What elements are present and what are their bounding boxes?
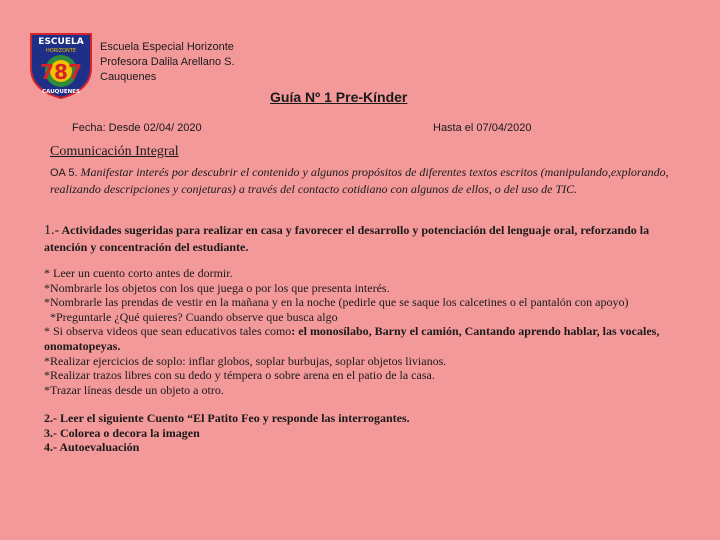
end-date: Hasta el 07/04/2020 — [433, 122, 532, 134]
school-city: Cauquenes — [100, 71, 157, 83]
logo-number: 787 — [40, 60, 82, 84]
logo-bottom-text: CAUQUENES — [42, 89, 80, 95]
list-item: * Leer un cuento corto antes de dormir. — [44, 266, 233, 280]
activity-intro-text: Actividades sugeridas para realizar en casa y favorecer el desarrollo y potenciación del lenguaje oral, reforzando la atención y concentración del estudiante. — [44, 223, 650, 254]
learning-objective — [50, 164, 710, 197]
list-item: *Preguntarle ¿Qué quieres? Cuando observe que busca algo — [50, 309, 338, 324]
list-item: *Nombrarle los objetos con los que juega o por los que presenta interés. — [44, 280, 390, 295]
school-crest-icon — [28, 28, 94, 100]
school-header — [100, 40, 235, 85]
school-name: Escuela Especial Horizonte — [100, 41, 234, 53]
final-instructions — [44, 411, 410, 455]
list-item: *Realizar trazos libres con su dedo y témpera o sobre arena en el patio de la casa. — [44, 368, 435, 383]
list-item: *Nombrarle las prendas de vestir en la mañana y en la noche (pedirle que se saque los calcetines o el pantalón con apoyo) — [44, 295, 629, 310]
school-logo — [28, 28, 94, 100]
activity-intro — [44, 222, 684, 255]
list-item: *Trazar líneas desde un objeto a otro. — [44, 382, 224, 397]
list-item: 3.- Colorea o decora la imagen — [44, 425, 200, 440]
start-date: Fecha: Desde 02/04/ 2020 — [72, 122, 202, 134]
list-item: 4.- Autoevaluación — [44, 440, 140, 455]
teacher-name: Profesora Dalila Arellano S. — [100, 56, 235, 68]
page-title: Guía Nº 1 Pre-Kínder — [270, 89, 408, 105]
logo-arc-text: HORIZONTE — [46, 48, 76, 54]
objective-text: Manifestar interés por descubrir el contenido y algunos propósitos de diferentes textos escritos (manipulando,explorando, realizando descripciones y conjeturas) a través del contacto cotidiano con algunos de ellos, o del uso de TIC. — [50, 165, 669, 196]
list-item-text: * Si observa videos que sean educativos tales como — [44, 324, 292, 339]
logo-top-text: ESCUELA — [38, 37, 84, 47]
item-number: 1.- — [44, 223, 60, 238]
list-item — [44, 324, 684, 353]
list-item: *Realizar ejercicios de soplo: inflar globos, soplar burbujas, soplar objetos livianos. — [44, 353, 447, 368]
activity-list — [44, 266, 684, 397]
section-title: Comunicación Integral — [50, 144, 179, 159]
list-item-bold-text: : el monosílabo, Barny el camión, Cantando aprendo hablar, las vocales, onomatopeyas. — [44, 324, 660, 353]
list-item: 2.- Leer el siguiente Cuento “El Patito Feo y responde las interrogantes. — [44, 411, 410, 425]
objective-label: OA 5. — [50, 167, 78, 179]
